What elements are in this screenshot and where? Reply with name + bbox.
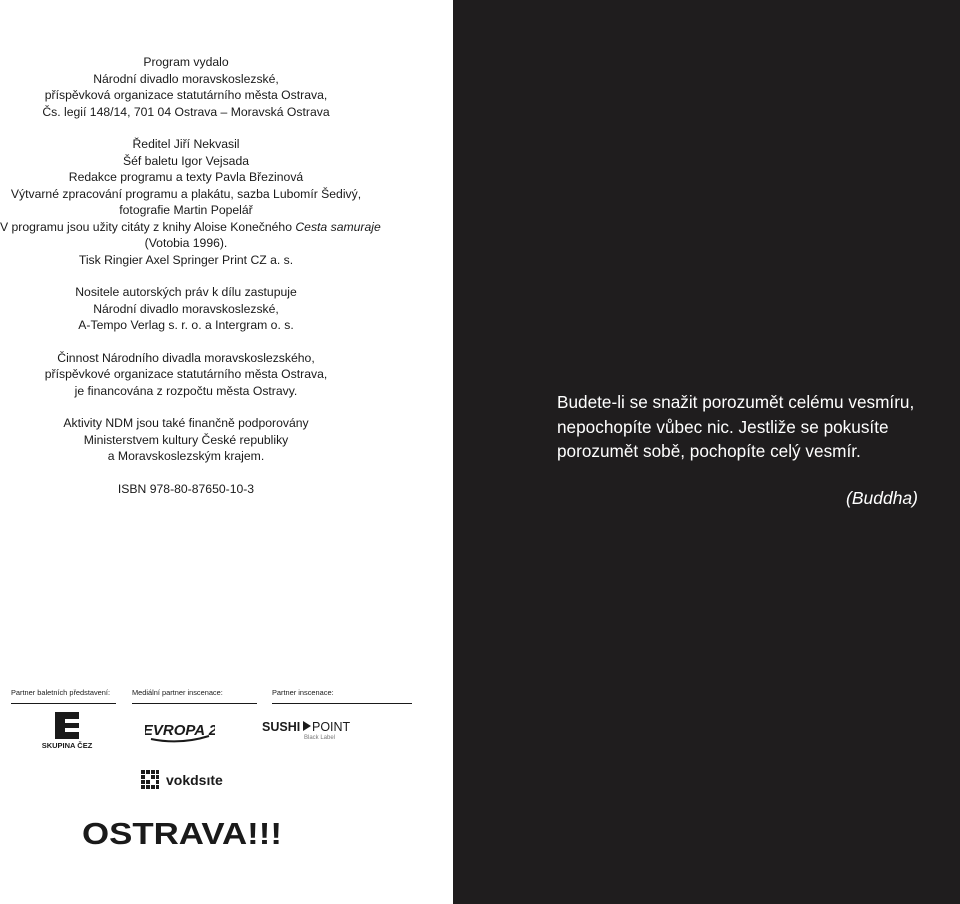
europa2-logo-text: EVROPA 2 bbox=[145, 722, 215, 739]
ostrava-logo-mark bbox=[82, 812, 287, 852]
funding-line: je financována z rozpočtu města Ostravy. bbox=[74, 383, 298, 398]
vokdsite-grid-icon bbox=[141, 770, 159, 789]
credit-line: Šéf baletu Igor Vejsada bbox=[122, 153, 250, 168]
quote-attribution: (Buddha) bbox=[846, 488, 918, 508]
support-block bbox=[0, 415, 372, 465]
citation-prefix: V programu jsou užity citáty z knihy Aloise Konečného bbox=[0, 219, 296, 234]
publisher-line: Čs. legií 148/14, 701 04 Ostrava – Moravská Ostrava bbox=[42, 104, 330, 119]
ostrava-text: OSTRAVA!!! bbox=[82, 816, 282, 851]
funding-line: příspěvkové organizace statutárního města Ostrava, bbox=[44, 367, 328, 381]
rights-line: Národní divadlo moravskoslezské, bbox=[93, 301, 279, 316]
partner-divider bbox=[132, 703, 257, 704]
ostrava-logo bbox=[82, 812, 287, 852]
citation-suffix: (Votobia 1996). bbox=[144, 236, 228, 250]
publisher-line: Program vydalo bbox=[143, 55, 229, 69]
point-text: POINT bbox=[312, 720, 351, 734]
europa2-logo bbox=[145, 716, 215, 744]
quote bbox=[557, 390, 957, 464]
vokdsite-logo bbox=[140, 768, 230, 792]
credit-line: Výtvarné zpracování programu a plakátu, sazba Lubomír Šedivý, bbox=[10, 186, 362, 201]
europa2-logo-mark bbox=[145, 716, 215, 744]
funding-block bbox=[0, 350, 372, 400]
support-line: Aktivity NDM jsou také finančně podporovány bbox=[63, 416, 309, 430]
cez-emblem-icon bbox=[55, 712, 79, 739]
rights-line: A-Tempo Verlag s. r. o. a Intergram o. s. bbox=[78, 318, 294, 332]
black-label-text: Black Label bbox=[304, 735, 336, 741]
support-line: a Moravskoslezským krajem. bbox=[107, 449, 265, 463]
vokdsite-logo-mark bbox=[140, 768, 230, 792]
isbn: ISBN 978-80-87650-10-3 bbox=[117, 481, 255, 496]
partners-labels bbox=[0, 684, 420, 704]
partner-label-production: Partner inscenace: bbox=[272, 688, 334, 697]
cez-logo-text: SKUPINA ČEZ bbox=[41, 741, 93, 750]
cez-logo-mark bbox=[38, 710, 96, 750]
partner-label-media: Mediální partner inscenace: bbox=[132, 688, 223, 697]
sushipoint-logo-mark bbox=[261, 717, 359, 741]
credit-line: Redakce programu a texty Pavla Březinová bbox=[68, 170, 304, 184]
sushipoint-logo bbox=[261, 717, 359, 741]
funding-line: Činnost Národního divadla moravskoslezského, bbox=[57, 350, 315, 365]
credits-block bbox=[0, 136, 381, 268]
quote-line: Budete-li se snažit porozumět celému vesmíru, bbox=[557, 392, 915, 412]
partner-divider bbox=[11, 703, 116, 704]
citation-title: Cesta samuraje bbox=[295, 219, 381, 234]
quote-line: porozumět sobě, pochopíte celý vesmír. bbox=[557, 441, 861, 461]
credit-line: Ředitel Jiří Nekvasil bbox=[132, 137, 240, 151]
publisher-block bbox=[0, 54, 372, 120]
left-page bbox=[0, 0, 453, 904]
colophon bbox=[0, 54, 381, 497]
print-line: Tisk Ringier Axel Springer Print CZ a. s. bbox=[78, 252, 294, 267]
citation-line bbox=[0, 219, 381, 236]
publisher-line: příspěvková organizace statutárního města Ostrava, bbox=[44, 88, 328, 102]
cez-logo bbox=[38, 710, 96, 750]
vokdsite-text: vokdsıte bbox=[166, 772, 223, 788]
support-line: Ministerstvem kultury České republiky bbox=[83, 432, 289, 447]
rights-line: Nositele autorských práv k dílu zastupuje bbox=[75, 285, 297, 299]
publisher-line: Národní divadlo moravskoslezské, bbox=[93, 71, 279, 86]
credit-line: fotografie Martin Popelář bbox=[119, 203, 253, 217]
quote-line: nepochopíte vůbec nic. Jestliže se pokusíte bbox=[557, 416, 889, 437]
sushi-text: SUSHI bbox=[262, 720, 301, 734]
right-page bbox=[453, 0, 960, 904]
rights-block bbox=[0, 284, 372, 334]
partner-divider bbox=[272, 703, 412, 704]
chopsticks-icon bbox=[303, 721, 311, 731]
partner-label-ballet: Partner baletních představení: bbox=[11, 688, 111, 697]
